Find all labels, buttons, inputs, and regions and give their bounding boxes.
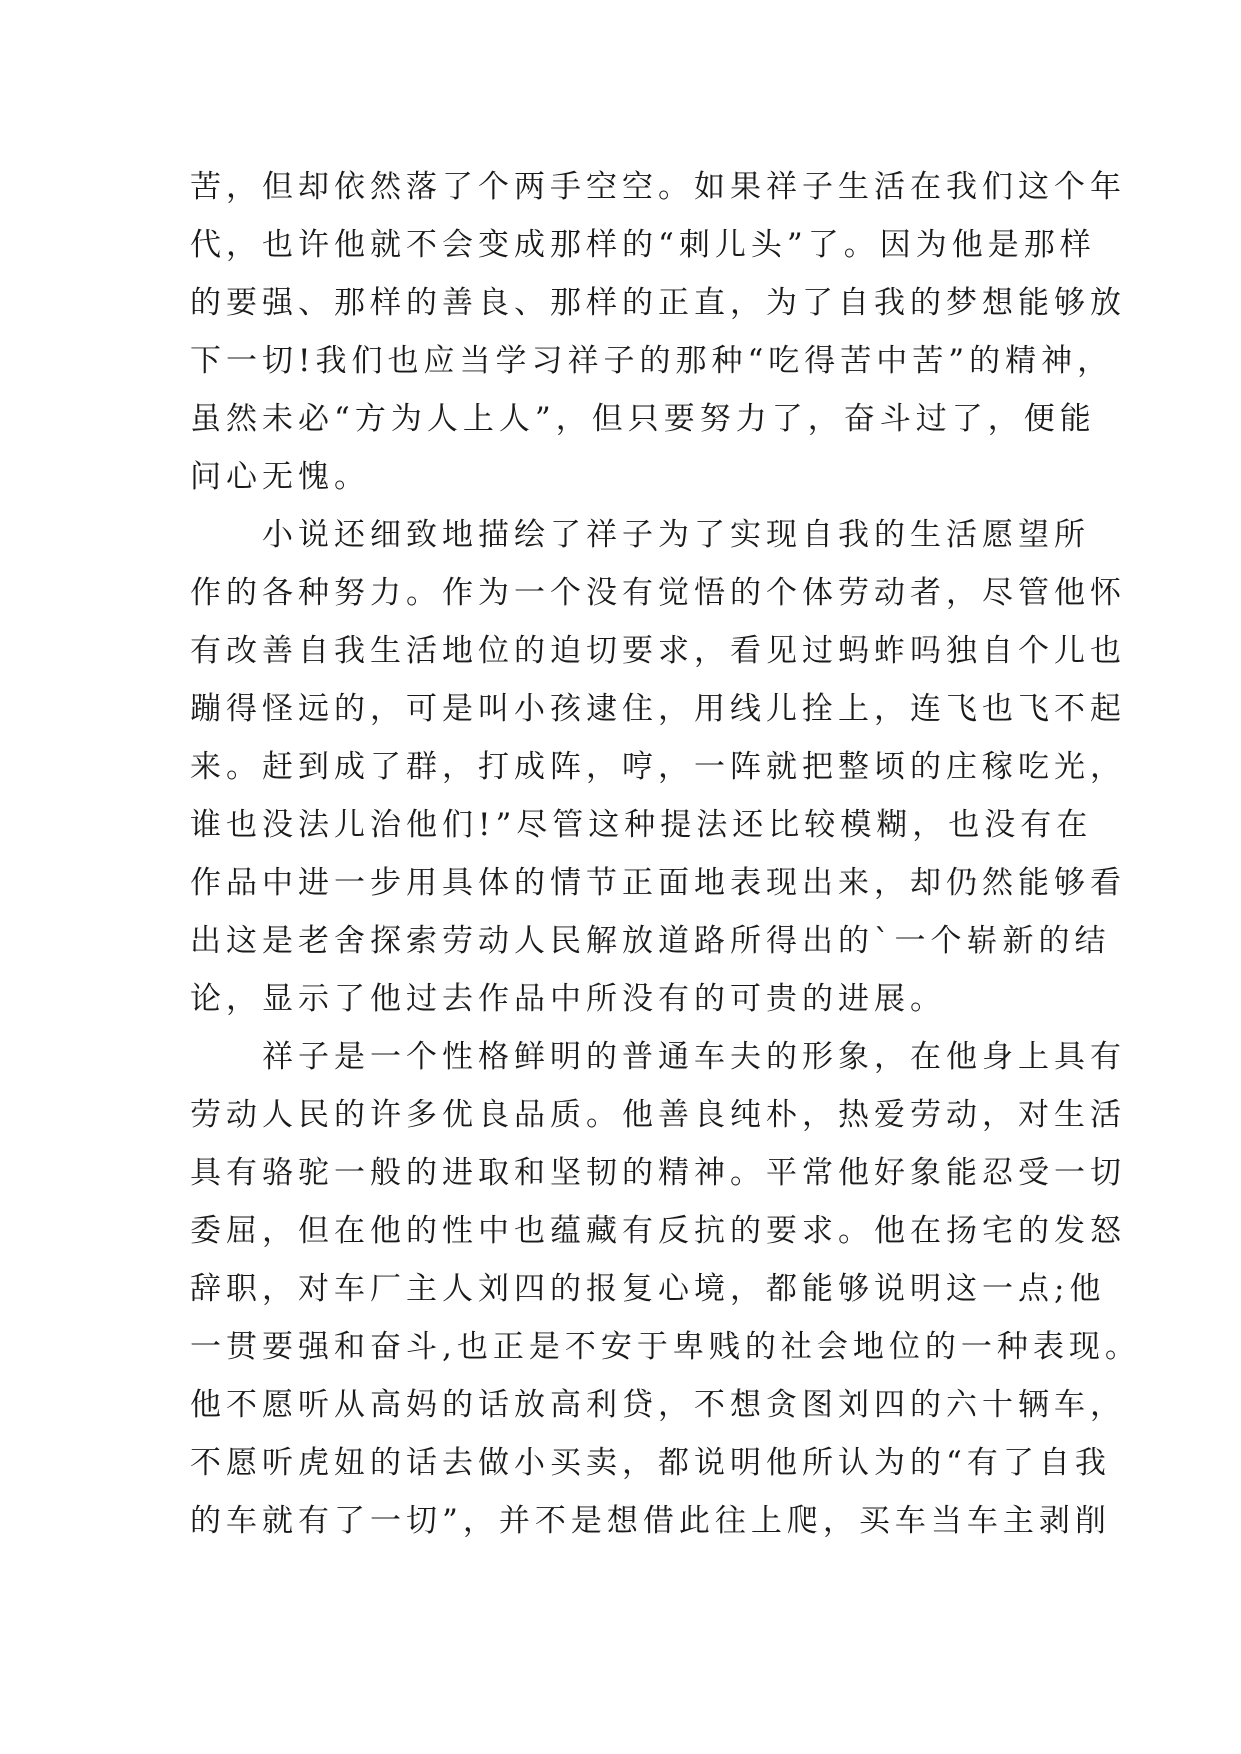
text-line: 小说还细致地描绘了祥子为了实现自我的生活愿望所 xyxy=(190,517,1090,553)
text-line: 谁也没法儿治他们!”尽管这种提法还比较模糊，也没有在 xyxy=(190,807,1093,843)
text-line: 委屈，但在他的性中也蕴藏有反抗的要求。他在扬宅的发怒 xyxy=(190,1213,1126,1249)
text-line: 具有骆驼一般的进取和坚韧的精神。平常他好象能忍受一切 xyxy=(190,1155,1126,1191)
text-line: 出这是老舍探索劳动人民解放道路所得出的`一个崭新的结 xyxy=(190,923,1111,959)
text-line: 苦，但却依然落了个两手空空。如果祥子生活在我们这个年 xyxy=(190,169,1126,205)
text-line: 有改善自我生活地位的迫切要求，看见过蚂蚱吗独自个儿也 xyxy=(190,633,1126,669)
text-line: 问心无愧。 xyxy=(190,459,370,495)
text-line: 辞职，对车厂主人刘四的报复心境，都能够说明这一点;他 xyxy=(190,1271,1106,1307)
text-line: 蹦得怪远的，可是叫小孩逮住，用线儿拴上，连飞也飞不起 xyxy=(190,691,1126,727)
text-line: 祥子是一个性格鲜明的普通车夫的形象，在他身上具有 xyxy=(190,1039,1126,1075)
text-line: 作品中进一步用具体的情节正面地表现出来，却仍然能够看 xyxy=(190,865,1126,901)
text-line: 虽然未必“方为人上人”，但只要努力了，奋斗过了，便能 xyxy=(190,401,1096,437)
text-line: 他不愿听从高妈的话放高利贷，不想贪图刘四的六十辆车， xyxy=(190,1387,1126,1423)
text-line: 劳动人民的许多优良品质。他善良纯朴，热爱劳动，对生活 xyxy=(190,1097,1126,1133)
text-line: 的车就有了一切”，并不是想借此往上爬，买车当车主剥削 xyxy=(190,1503,1111,1539)
text-line: 一贯要强和奋斗,也正是不安于卑贱的社会地位的一种表现。 xyxy=(190,1329,1141,1365)
text-line: 来。赶到成了群，打成阵，哼，一阵就把整顷的庄稼吃光， xyxy=(190,749,1126,785)
text-line: 作的各种努力。作为一个没有觉悟的个体劳动者，尽管他怀 xyxy=(190,575,1126,611)
text-line: 论，显示了他过去作品中所没有的可贵的进展。 xyxy=(190,981,946,1017)
document-body xyxy=(190,158,1141,1550)
text-line: 不愿听虎妞的话去做小买卖，都说明他所认为的“有了自我 xyxy=(190,1445,1111,1481)
text-line: 代，也许他就不会变成那样的“刺儿头”了。因为他是那样 xyxy=(190,227,1096,263)
text-line: 的要强、那样的善良、那样的正直，为了自我的梦想能够放 xyxy=(190,285,1126,321)
text-line: 下一切!我们也应当学习祥子的那种“吃得苦中苦”的精神， xyxy=(190,343,1114,379)
